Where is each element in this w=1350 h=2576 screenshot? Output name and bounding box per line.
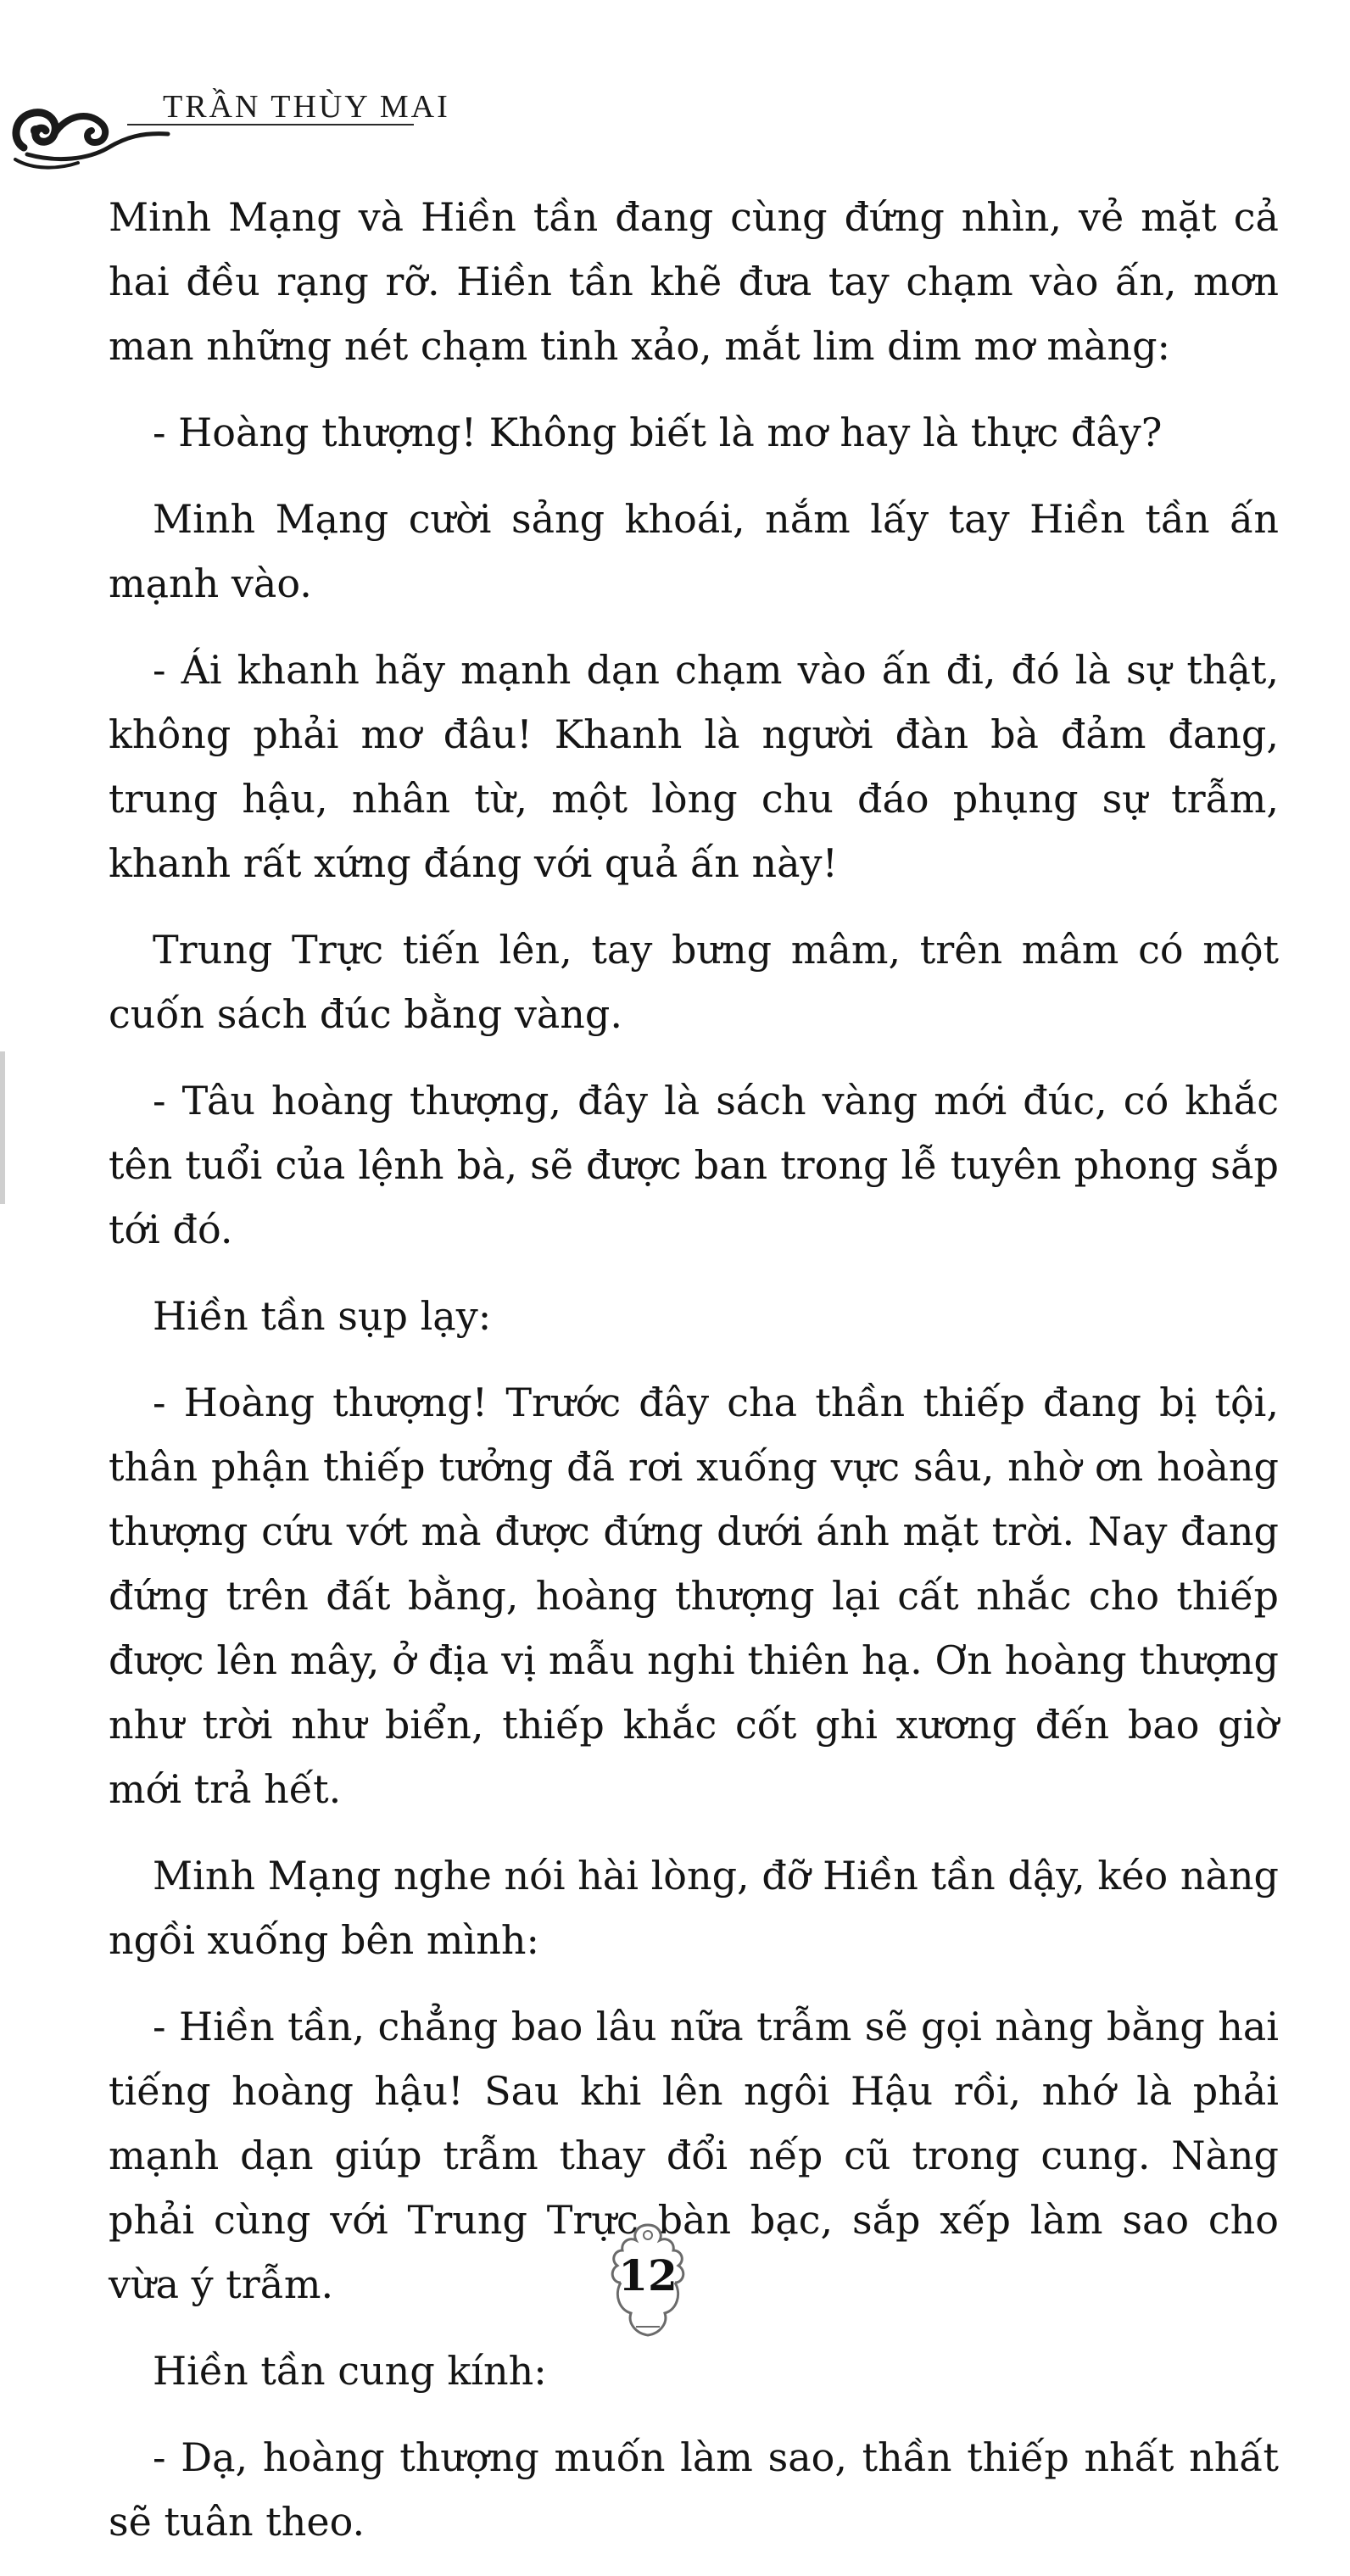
- paragraph: - Hoàng thượng! Trước đây cha thần thiếp đang bị tội, thân phận thiếp tưởng đã rơi xuống vực sâu, nhờ ơn hoàng thượng cứu vớt mà được đứng dưới ánh mặt trời. Nay đang đứng trên đất bằng, hoàng thượng lại cất nhắc cho thiếp được lên mây, ở địa vị mẫu nghi thiên hạ. Ơn hoàng thượng như trời như biển, thiếp khắc cốt ghi xương đến bao giờ mới trả hết.: [109, 1380, 1279, 1812]
- paragraph: Minh Mạng và Hiền tần đang cùng đứng nhìn, vẻ mặt cả hai đều rạng rỡ. Hiền tần khẽ đưa tay chạm vào ấn, mơn man những nét chạm tinh xảo, mắt lim dim mơ màng:: [109, 194, 1279, 369]
- paragraph: - Tâu hoàng thượng, đây là sách vàng mới đúc, có khắc tên tuổi của lệnh bà, sẽ được ban trong lễ tuyên phong sắp tới đó.: [109, 1078, 1279, 1252]
- paragraph: - Hoàng thượng! Không biết là mơ hay là thực đây?: [153, 410, 1163, 455]
- paragraph: Trung Trực tiến lên, tay bưng mâm, trên mâm có một cuốn sách đúc bằng vàng.: [109, 927, 1279, 1037]
- page-number: 12: [618, 2250, 678, 2300]
- paragraph: Hiền tần cung kính:: [153, 2348, 547, 2394]
- page-folio: [589, 2218, 707, 2345]
- paragraph: - Ái khanh hãy mạnh dạn chạm vào ấn đi, đó là sự thật, không phải mơ đâu! Khanh là người đàn bà đảm đang, trung hậu, nhân từ, một lòng chu đáo phụng sự trẫm, khanh rất xứng đáng với quả ấn này!: [109, 647, 1279, 886]
- running-head-author: TRẦN THÙY MAI: [163, 89, 450, 125]
- paragraph: - Hiền tần, chẳng bao lâu nữa trẫm sẽ gọi nàng bằng hai tiếng hoàng hậu! Sau khi lên ngôi Hậu rồi, nhớ là phải mạnh dạn giúp trẫm thay đổi nếp cũ trong cung. Nàng phải cùng với Trung Trực bàn bạc, sắp xếp làm sao cho vừa ý trẫm.: [109, 2004, 1279, 2307]
- paragraph: Minh Mạng cười sảng khoái, nắm lấy tay Hiền tần ấn mạnh vào.: [109, 496, 1279, 606]
- header-rule: [127, 124, 414, 125]
- page-body: [109, 185, 1279, 2576]
- page-header: [0, 51, 1350, 187]
- paragraph: Hiền tần sụp lạy:: [153, 1293, 492, 1339]
- paragraph: Minh Mạng nghe nói hài lòng, đỡ Hiền tần dậy, kéo nàng ngồi xuống bên mình:: [109, 1853, 1279, 1963]
- scan-margin-shadow: [0, 1051, 5, 1204]
- paragraph: - Dạ, hoàng thượng muốn làm sao, thần thiếp nhất nhất sẽ tuân theo.: [109, 2434, 1279, 2545]
